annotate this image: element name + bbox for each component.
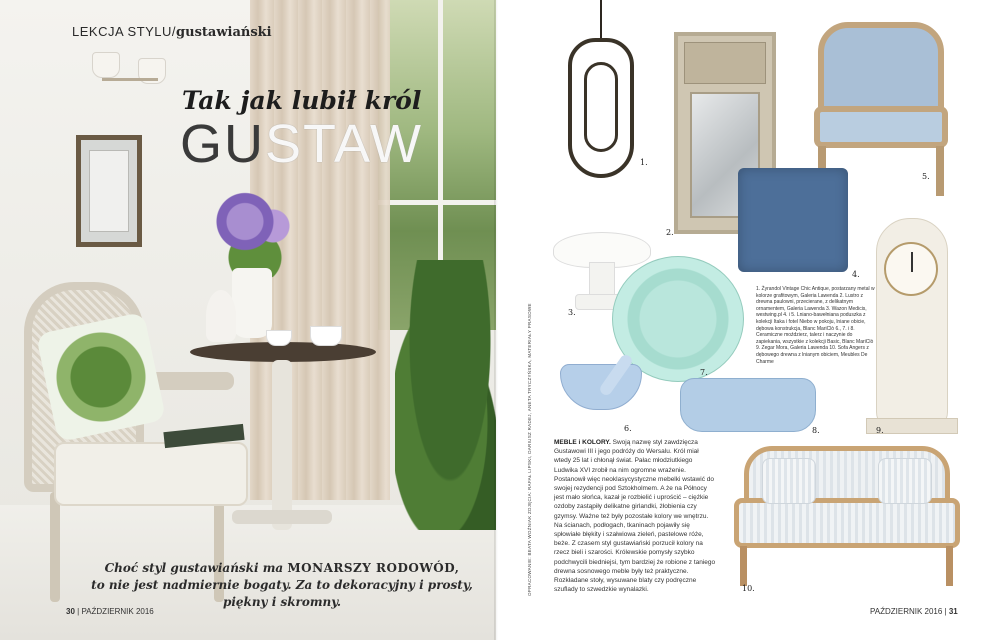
section-kicker: LEKCJA STYLU/gustawiański	[72, 24, 272, 40]
gutter-shadow	[494, 0, 498, 640]
product-legend: 1. Żyrandol Vintage Chic Antique, postarzany metal w kolorze grafitowym, Galeria Lawenda 2. Lustro z drewna paulowni, przecierane, z delikatnym ornamentem, Galeria Lawenda 3. Wazon Medicis, westwing.pl 4. i 5. Lniano-bawełniana poduszka z kolekcji Itaka i fotel Niebo w pokoju, lniane obicie, dębowa konstrukcja, Blanc MariClò 6., 7. i 8. Ceramiczne moździerz, talerz i naczynie do zapiekania, wszystkie z kolekcji Basic, Blanc MariClò 9. Zegar Mora, Galeria Lawenda 10. Sofa Angers z dębowego drewna z lnianym obiciem, Meubles De Charme	[756, 286, 875, 365]
angers-sofa	[726, 446, 968, 588]
baking-dish	[680, 378, 816, 432]
product-number: 8.	[812, 426, 820, 435]
teacup	[266, 330, 292, 346]
potted-plant	[395, 260, 496, 530]
table-pedestal	[272, 360, 292, 530]
product-number: 2.	[666, 228, 674, 237]
product-number: 5.	[922, 172, 930, 181]
product-number: 7.	[700, 368, 708, 377]
chandelier	[560, 0, 642, 190]
folio-right: PAŹDZIERNIK 2016 | 31	[870, 607, 958, 616]
headline-line2: GUSTAW	[180, 114, 423, 174]
article-body: MEBLE i KOLORY. Swoją nazwę styl zawdzięcza Gustawowi III i jego podróży do Wersalu. Król miał wtedy 25 lat i chłonął świat. Pałac młodziutkiego Ludwika XVI zrobił na nim ogromne wrażenie. Postanowił więc neoklasycystyczne mebelki wstawić do swojej rezydencji pod Sztokholmem. A że na Północy jest mało słońca, kazał je rozbielić i uprościć – ciężkie ozdoby zastąpiły delikatne girlandki, żłobienia czy gzymsy. Ważne też były pozostałe kolory we wnętrzu. Na ścianach, podłogach, tkaninach pojawiły się spłowiałe błękity i szałwiowa zieleń, pastelowe róże, beże. Z czasem styl gustawiański porzucił kolory na rzecz bieli i szarości. Królewskie pomysły szybko podchwycili biedniejsi, tym bardziej że robione z taniego drewna sosnowego meble były też praktyczne. Rozkładane stoły, wysuwane blaty czy podręczne szuflady to szwedzkie wynalazki.	[554, 439, 716, 594]
photo-caption: Choć styl gustawiański ma MONARSZY RODOWÓD, to nie jest nadmiernie bogaty. Za to dekoracyjny i prosty, piękny i skromny.	[91, 561, 473, 609]
product-number: 4.	[852, 270, 860, 279]
teapot	[310, 326, 342, 346]
product-number: 3.	[568, 308, 576, 317]
framed-print	[76, 135, 142, 247]
section-category: gustawiański	[176, 25, 272, 40]
headline-line1: Tak jak lubił król	[182, 86, 422, 115]
wall-sconce	[92, 44, 172, 104]
product-number: 10.	[742, 584, 755, 593]
blue-cushion	[738, 168, 848, 272]
folio-left: 30 | PAŹDZIERNIK 2016	[66, 607, 154, 616]
product-number: 6.	[624, 424, 632, 433]
mora-clock	[866, 218, 958, 434]
mortar-and-pestle	[560, 352, 646, 422]
hydrangea-flowers	[205, 190, 305, 280]
product-number: 9.	[876, 426, 884, 435]
product-number: 1.	[640, 158, 648, 167]
fern-pillow	[36, 312, 166, 442]
